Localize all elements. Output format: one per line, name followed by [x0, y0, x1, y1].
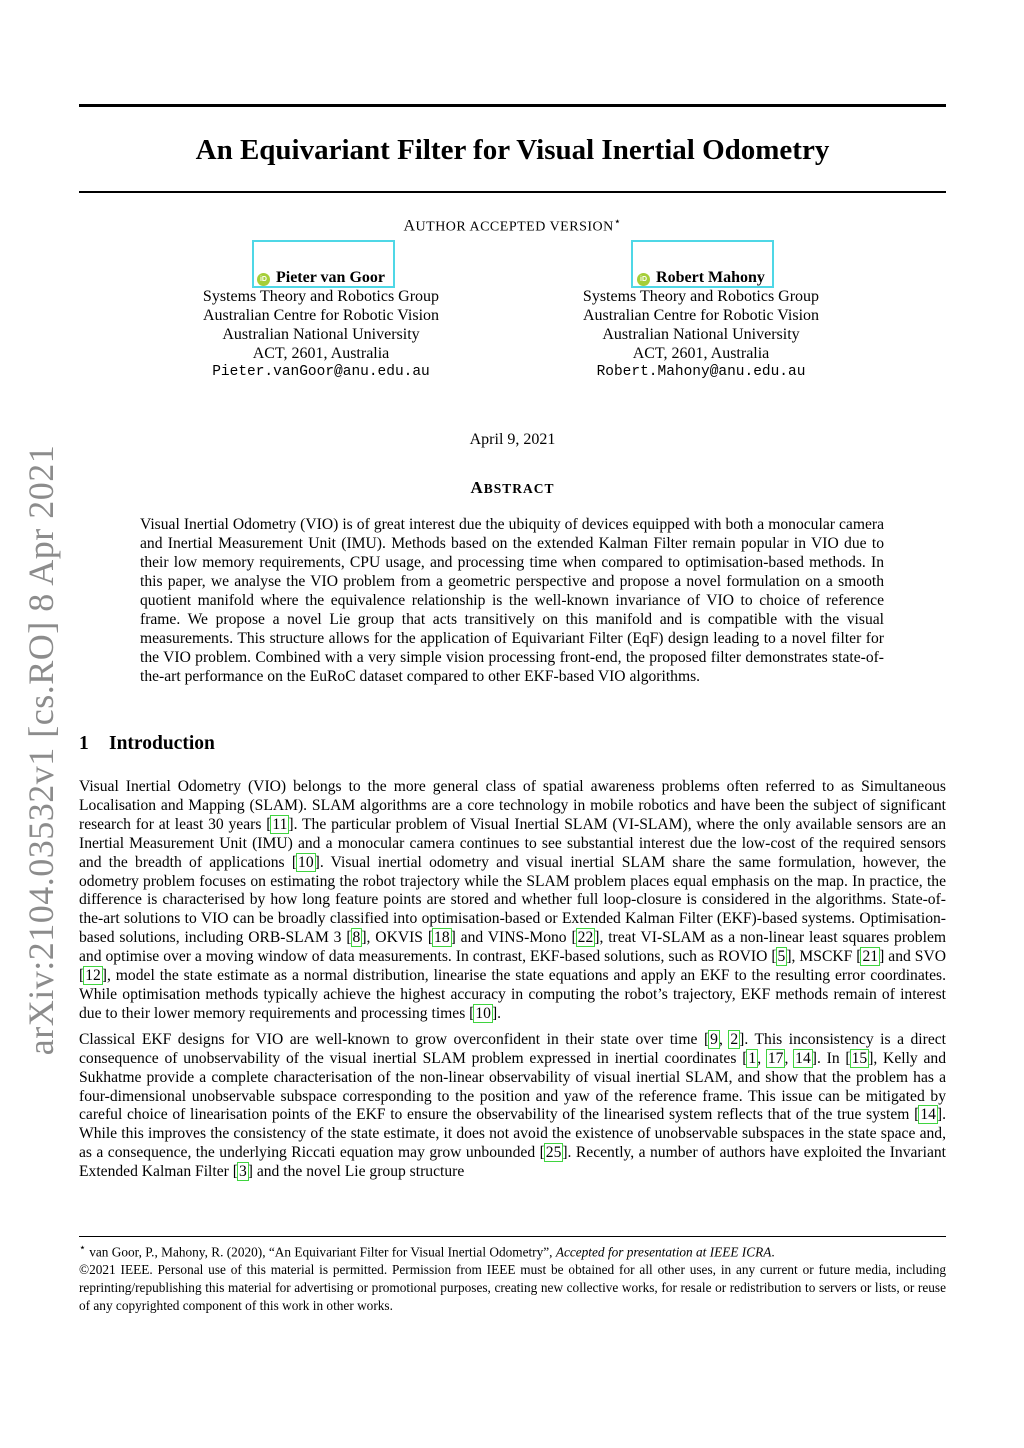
citation-link[interactable]: 14 [920, 1106, 936, 1124]
affiliation-line: Australian National University [222, 326, 420, 343]
arxiv-id-text: arXiv:2104.03532v1 [cs.RO] 8 Apr 2021 [21, 444, 62, 1056]
affiliation-line: Australian National University [602, 326, 800, 343]
text-run: ] and SVO [ [79, 948, 946, 985]
citation-link[interactable]: 21 [862, 948, 879, 966]
section-heading [79, 733, 215, 755]
section-number: 1 [79, 733, 89, 754]
title-rule-top [79, 104, 946, 107]
paragraph-2 [79, 1031, 946, 1182]
author-block-2 [551, 268, 851, 382]
affiliation-line: ACT, 2601, Australia [252, 345, 390, 362]
citation-link[interactable]: 1 [748, 1049, 757, 1067]
text-run: ] and the novel Lie group structure [247, 1163, 465, 1181]
footnote-rule [79, 1236, 946, 1237]
affiliation-line: Systems Theory and Robotics Group [582, 288, 820, 305]
text-run: . [771, 1244, 775, 1260]
author-email[interactable]: Pieter.vanGoor@anu.edu.au [212, 364, 430, 380]
citation-link[interactable]: 11 [272, 815, 288, 833]
citation-link[interactable]: 15 [851, 1049, 868, 1067]
text-run: ], treat VI-SLAM as a non-linear least squares problem and optimise over a moving window of data measurements. In contrast, EKF-based solutions, such as ROVIO [ [79, 929, 946, 966]
text-run: ]. In [ [811, 1049, 851, 1067]
abstract-heading-first: A [470, 478, 484, 497]
text-run: ]. The particular problem of Visual Inertial SLAM (VI-SLAM), where the only available sensors are an Inertial Measurement Unit (IMU) and a monocular camera continues to see substantial interest due the low-cost of the required sensors and the breadth of applications [ [79, 815, 946, 871]
abstract-heading [79, 478, 946, 498]
author-name[interactable]: Pieter van Goor [275, 269, 385, 286]
version-note [79, 214, 946, 236]
footnote-citation [79, 1240, 946, 1261]
citation-link[interactable]: 2 [730, 1030, 739, 1048]
affiliation-line: Systems Theory and Robotics Group [202, 288, 440, 305]
author-name[interactable]: Robert Mahony [656, 269, 765, 286]
text-run: ] and VINS-Mono [ [450, 929, 577, 947]
paragraph-1 [79, 778, 946, 1024]
author-email[interactable]: Robert.Mahony@anu.edu.au [596, 364, 806, 380]
citation-link[interactable]: 18 [434, 929, 450, 947]
affiliation-line: Australian Centre for Robotic Vision [202, 307, 440, 324]
text-run: ], model the state estimate as a normal distribution, linearise the state equations and apply an EKF to the resulting error coordinates. While optimisation methods typically achieve the highest accuracy in computing the robot’s trajectory, EKF methods remain of interest due to their lower memory requirements and processing times [ [79, 967, 946, 1022]
text-run: Classical EKF designs for VIO are well-known to grow overconfident in their state over time [ [79, 1030, 710, 1048]
citation-link[interactable]: 10 [298, 853, 314, 871]
text-run: ], Kelly and Sukhatme provide a complete characterisation of the non-linear observability of visual inertial SLAM, and show that the problem has a four-dimensional unobservable subspace corresponding to the position and yaw of the reference frame. This issue can be mitigated by careful choice of linearisation points of the EKF to ensure the observability of the linearised system reflects that of the true system [ [79, 1049, 946, 1124]
version-star: ⋆ [613, 215, 622, 228]
paper-date: April 9, 2021 [469, 431, 556, 448]
text-run: Visual Inertial Odometry (VIO) belongs to the more general class of spatial awareness problems often referred to as Simultaneous Localisation and Mapping (SLAM). SLAM algorithms are a core technology in mobile robotics and have been the subject of significant research for at least 30 years [ [79, 778, 946, 833]
footnote-star: ⋆ [79, 1242, 86, 1254]
text-run: ]. This inconsistency is a direct consequence of unobservability of the visual inertial SLAM problem expressed in inertial coordinates [ [79, 1030, 947, 1067]
citation-link[interactable]: 12 [85, 967, 101, 985]
text-run: , [784, 1049, 795, 1067]
citation-link[interactable]: 5 [777, 948, 786, 966]
title-rule-bottom [79, 191, 946, 193]
body-text [79, 778, 946, 1189]
citation-link[interactable]: 8 [352, 929, 361, 947]
text-run: ]. Visual inertial odometry and visual inertial SLAM share the same formulation, however, the odometry problem focuses on estimating the robot trajectory while the SLAM problem places equal emphasis on the map. In practice, the difference is characterised by how long feature points are stored and whether full loop-closure is considered in the algorithms. State-of-the-art solutions to VIO can be broadly classified into optimisation-based or Extended Kalman Filter (EKF)-based systems. Optimisation-based solutions, including ORB-SLAM 3 [ [79, 853, 946, 947]
orcid-icon[interactable]: iD [257, 273, 270, 286]
footnote-copyright: ©2021 IEEE. Personal use of this material is permitted. Permission from IEEE must be obtained for all other uses, in any current or future media, including reprinting/republishing this material for advertising or promotional purposes, creating new collective works, for resale or redistribution to servers or lists, or reuse of any copyrighted component of this work in other works. [79, 1262, 946, 1313]
text-run: ]. Recently, a number of authors have exploited the Invariant Extended Kalman Filter [ [79, 1144, 947, 1181]
version-first-letter: A [403, 217, 416, 235]
citation-link[interactable]: 17 [767, 1049, 784, 1067]
paper-title: An Equivariant Filter for Visual Inertial Odometry [195, 134, 830, 166]
citation-link[interactable]: 9 [710, 1030, 718, 1048]
section-title: Introduction [109, 733, 215, 754]
orcid-icon[interactable]: iD [637, 273, 650, 286]
footnote [79, 1240, 946, 1315]
citation-link[interactable]: 22 [577, 929, 594, 947]
text-run: ], OKVIS [ [361, 929, 434, 947]
abstract-text: Visual Inertial Odometry (VIO) is of great interest due the ubiquity of devices equipped with both a monocular camera and Inertial Measurement Unit (IMU). Methods based on the extended Kalman Filter remain popular in VIO due to their low memory requirements, CPU usage, and processing time when compared to optimisation-based methods. In this paper, we analyse the VIO problem from a geometric perspective and propose a novel formulation on a smooth quotient manifold where the equivalence relationship is the well-known invariance of VIO to choice of reference frame. We propose a novel Lie group that acts transitively on this manifold and is compatible with the visual measurements. This structure allows for the application of Equivariant Filter (EqF) design leading to a novel filter for the VIO problem. Combined with a very simple vision processing front-end, the proposed filter demonstrates state-of-the-art performance on the EuRoC dataset compared to other EKF-based VIO algorithms. [140, 516, 884, 685]
citation-link[interactable]: 14 [795, 1049, 811, 1067]
text-run: , [718, 1030, 730, 1048]
text-run: ]. While this improves the consistency of the state estimate, it does not avoid the existence of unobservable subspaces in the state space and, as a consequence, the underlying Riccati equation may grow unbounded [ [79, 1106, 946, 1162]
text-run: van Goor, P., Mahony, R. (2020), “An Equivariant Filter for Visual Inertial Odometry”, [85, 1244, 556, 1260]
affiliation-line: ACT, 2601, Australia [632, 345, 770, 362]
text-run: , [757, 1049, 767, 1067]
author-block-1 [171, 268, 471, 382]
venue-note: Accepted for presentation at IEEE ICRA [555, 1244, 772, 1260]
citation-link[interactable]: 3 [238, 1163, 247, 1181]
abstract-heading-rest: BSTRACT [483, 481, 555, 496]
text-run: ], MSCKF [ [786, 948, 862, 966]
affiliation-line: Australian Centre for Robotic Vision [582, 307, 820, 324]
version-rest: UTHOR ACCEPTED VERSION [415, 219, 614, 235]
citation-link[interactable]: 25 [545, 1144, 562, 1162]
arxiv-identifier-stamp [20, 444, 62, 1056]
citation-link[interactable]: 10 [475, 1004, 491, 1022]
text-run: ]. [491, 1004, 502, 1022]
